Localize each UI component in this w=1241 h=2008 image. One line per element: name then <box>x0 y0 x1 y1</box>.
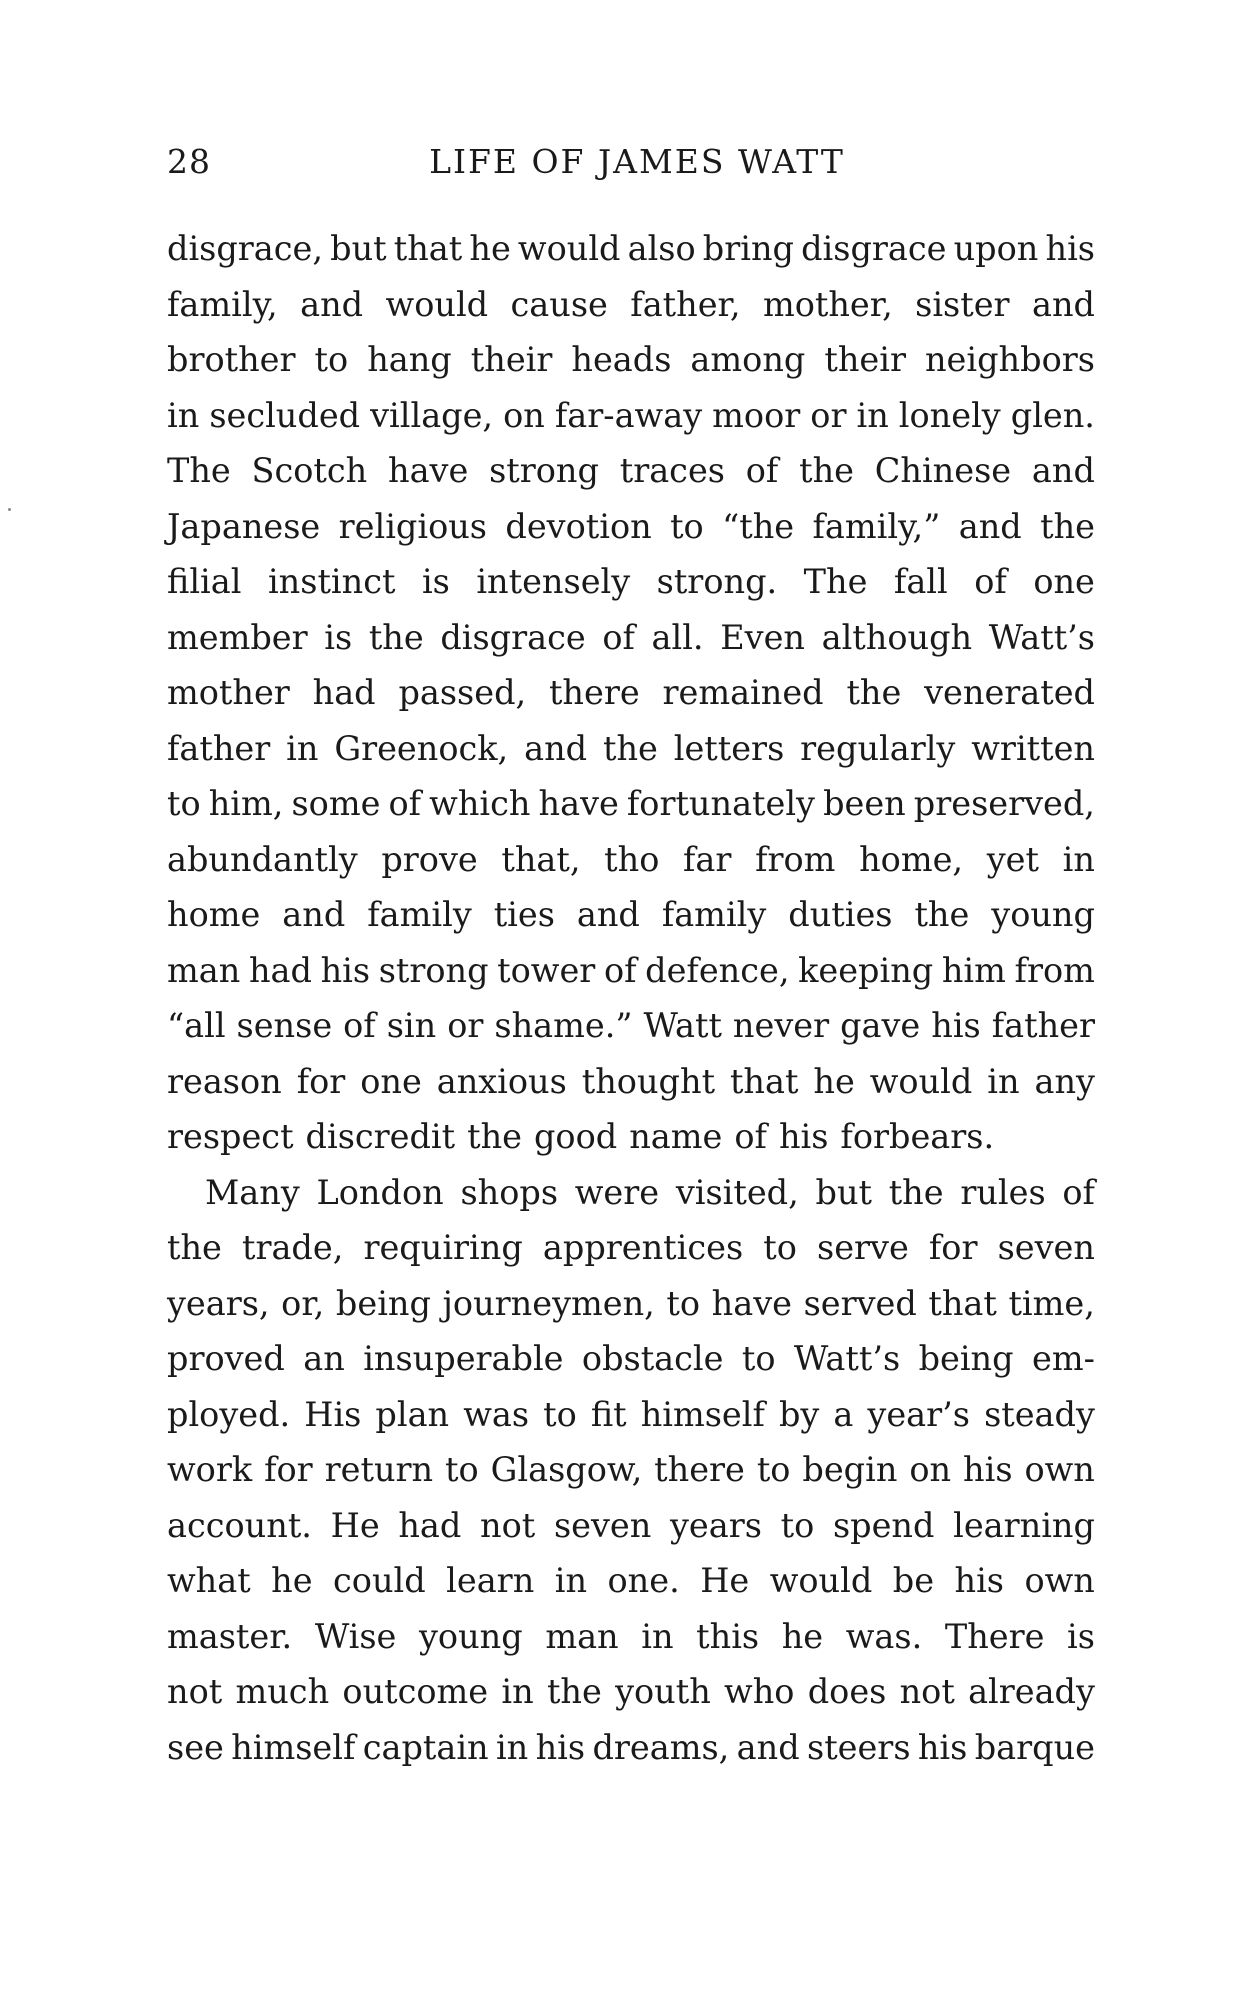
text-line: father in Greenock, and the letters regularly written <box>167 728 1095 768</box>
text-line: disgrace, but that he would also bring disgrace upon his <box>167 229 1095 268</box>
text-line: account. He had not seven years to spend learning <box>167 1505 1095 1545</box>
text-line: reason for one anxious thought that he would in any <box>167 1061 1095 1101</box>
margin-speck <box>8 508 11 511</box>
text-line: master. Wise young man in this he was. There is <box>167 1616 1095 1656</box>
text-line: The Scotch have strong traces of the Chinese and <box>167 451 1095 490</box>
text-line: to him, some of which have fortunately been preserved, <box>167 784 1095 823</box>
text-line: home and family ties and family duties the young <box>167 895 1095 934</box>
text-line: in secluded village, on far-away moor or in lonely glen. <box>167 395 1095 435</box>
text-line: filial instinct is intensely strong. The fall of one <box>167 562 1095 601</box>
text-line: abundantly prove that, tho far from home, yet in <box>167 839 1095 879</box>
text-line: proved an insuperable obstacle to Watt’s being em- <box>167 1339 1095 1378</box>
text-line: see himself captain in his dreams, and steers his barque <box>167 1727 1095 1767</box>
text-line: mother had passed, there remained the venerated <box>167 673 1095 712</box>
text-line: the trade, requiring apprentices to serve for seven <box>167 1228 1095 1267</box>
text-line: member is the disgrace of all. Even although Watt’s <box>167 617 1095 657</box>
running-head <box>167 142 1097 192</box>
text-line: years, or, being journeymen, to have served that time, <box>167 1283 1095 1323</box>
text-line: not much outcome in the youth who does not already <box>167 1672 1095 1711</box>
page-number: 28 <box>167 142 211 181</box>
text-line: “all sense of sin or shame.” Watt never gave his father <box>167 1006 1095 1045</box>
book-title: LIFE OF JAMES WATT <box>429 142 845 181</box>
body-text <box>167 221 1095 1775</box>
text-line: respect discredit the good name of his forbears. <box>167 1117 995 1156</box>
text-line: brother to hang their heads among their neighbors <box>167 340 1095 379</box>
text-line: work for return to Glasgow, there to begin on his own <box>167 1450 1095 1489</box>
text-line: what he could learn in one. He would be his own <box>167 1561 1095 1600</box>
text-line: Many London shops were visited, but the rules of <box>205 1172 1095 1212</box>
text-line: Japanese religious devotion to “the family,” and the <box>167 506 1095 546</box>
text-line: family, and would cause father, mother, sister and <box>167 284 1095 324</box>
text-line: man had his strong tower of defence, keeping him from <box>167 950 1095 990</box>
text-line: ployed. His plan was to fit himself by a year’s steady <box>167 1394 1095 1434</box>
